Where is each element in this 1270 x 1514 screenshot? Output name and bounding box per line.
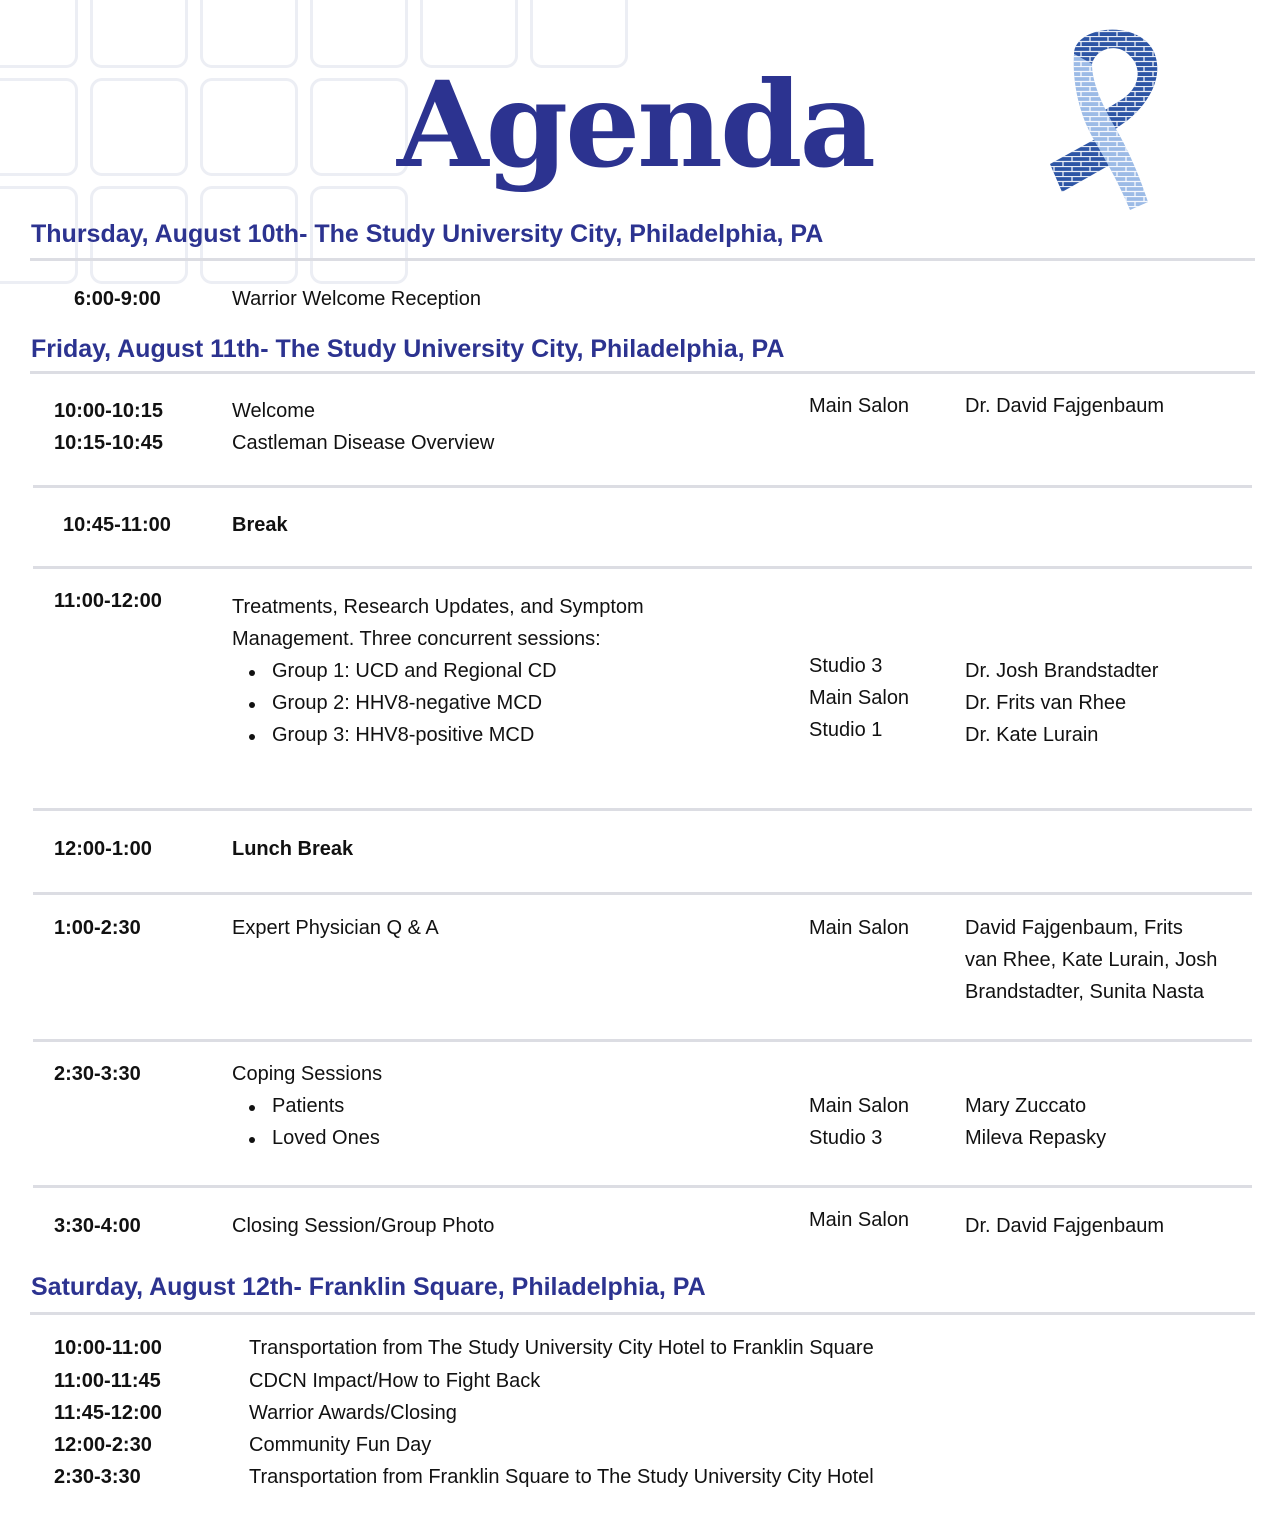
- group-location: Main Salon: [809, 1095, 910, 1117]
- group-speaker: Dr. Josh Brandstadter: [965, 660, 1159, 682]
- session-title: Welcome: [232, 400, 315, 422]
- session-title: Lunch Break: [232, 838, 354, 860]
- session-title: Warrior Awards/Closing: [249, 1402, 457, 1424]
- session-time: 1:00-2:30: [54, 917, 141, 939]
- day-heading-friday: Friday, August 11th- The Study University City, Philadelphia, PA: [31, 335, 785, 363]
- group-location: Studio 3: [809, 655, 883, 677]
- session-title: Castleman Disease Overview: [232, 432, 495, 454]
- row-divider: [33, 1039, 1252, 1042]
- session-time: 3:30-4:00: [54, 1215, 141, 1237]
- session-title: Closing Session/Group Photo: [232, 1215, 495, 1237]
- session-location: Main Salon: [809, 1209, 910, 1231]
- group-location: Studio 1: [809, 719, 883, 741]
- section-divider: [30, 258, 1255, 261]
- row-divider: [33, 485, 1252, 488]
- session-speaker: Brandstadter, Sunita Nasta: [965, 981, 1205, 1003]
- bullet: [249, 670, 255, 676]
- session-location: Main Salon: [809, 395, 910, 417]
- bullet: [249, 1137, 255, 1143]
- session-time: 11:45-12:00: [54, 1402, 162, 1424]
- row-divider: [33, 892, 1252, 895]
- session-title: Coping Sessions: [232, 1063, 383, 1085]
- group-name: Group 1: UCD and Regional CD: [272, 660, 557, 682]
- row-divider: [33, 808, 1252, 811]
- group-location: Studio 3: [809, 1127, 883, 1149]
- bullet: [249, 702, 255, 708]
- session-speaker: van Rhee, Kate Lurain, Josh: [965, 949, 1218, 971]
- bullet: [249, 734, 255, 740]
- session-title: Warrior Welcome Reception: [232, 288, 481, 310]
- group-name: Group 3: HHV8-positive MCD: [272, 724, 535, 746]
- group-name: Group 2: HHV8-negative MCD: [272, 692, 543, 714]
- group-location: Main Salon: [809, 687, 910, 709]
- session-time: 12:00-1:00: [54, 838, 152, 860]
- session-title: Transportation from Franklin Square to The Study University City Hotel: [249, 1466, 874, 1488]
- day-heading-saturday: Saturday, August 12th- Franklin Square, Philadelphia, PA: [31, 1273, 706, 1301]
- row-divider: [33, 1185, 1252, 1188]
- page-title: Agenda: [397, 55, 873, 194]
- session-title: Expert Physician Q & A: [232, 917, 439, 939]
- group-speaker: Dr. Frits van Rhee: [965, 692, 1127, 714]
- group-speaker: Mary Zuccato: [965, 1095, 1087, 1117]
- section-divider: [30, 1312, 1255, 1315]
- awareness-ribbon-icon: [1030, 16, 1166, 212]
- session-time: 11:00-11:45: [54, 1370, 161, 1392]
- session-time: 11:00-12:00: [54, 590, 162, 612]
- session-title: Management. Three concurrent sessions:: [232, 628, 601, 650]
- day-heading-thursday: Thursday, August 10th- The Study University City, Philadelphia, PA: [31, 220, 824, 248]
- session-location: Main Salon: [809, 917, 910, 939]
- session-time: 10:15-10:45: [54, 432, 163, 454]
- row-divider: [33, 566, 1252, 569]
- session-time: 2:30-3:30: [54, 1063, 141, 1085]
- session-title: CDCN Impact/How to Fight Back: [249, 1370, 541, 1392]
- session-speaker: Dr. David Fajgenbaum: [965, 395, 1164, 417]
- session-time: 6:00-9:00: [74, 288, 161, 310]
- session-title: Community Fun Day: [249, 1434, 432, 1456]
- section-divider: [30, 371, 1255, 374]
- group-speaker: Dr. Kate Lurain: [965, 724, 1099, 746]
- session-time: 2:30-3:30: [54, 1466, 141, 1488]
- session-title: Transportation from The Study University City Hotel to Franklin Square: [249, 1337, 874, 1359]
- session-title: Break: [232, 514, 288, 536]
- session-speaker: Dr. David Fajgenbaum: [965, 1215, 1164, 1237]
- session-time: 10:00-11:00: [54, 1337, 162, 1359]
- session-time: 10:00-10:15: [54, 400, 163, 422]
- session-speaker: David Fajgenbaum, Frits: [965, 917, 1183, 939]
- session-time: 12:00-2:30: [54, 1434, 152, 1456]
- group-name: Loved Ones: [272, 1127, 380, 1149]
- session-title: Treatments, Research Updates, and Symptom: [232, 596, 644, 618]
- group-name: Patients: [272, 1095, 345, 1117]
- group-speaker: Mileva Repasky: [965, 1127, 1107, 1149]
- session-time: 10:45-11:00: [63, 514, 171, 536]
- bullet: [249, 1105, 255, 1111]
